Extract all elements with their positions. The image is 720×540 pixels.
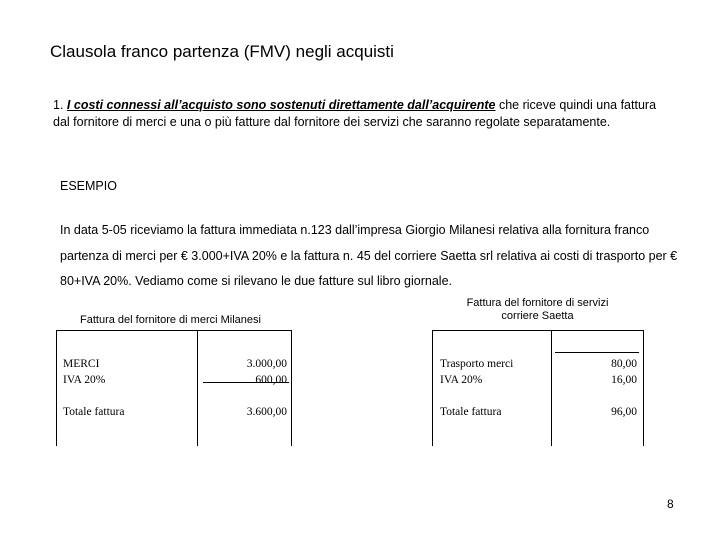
intro-rest: che riceve quindi una fattura dal fornitore di merci e una o più fatture dal fornitore dei servizi che saranno regolate separatamente. xyxy=(53,98,657,129)
goods-item-values xyxy=(207,356,287,388)
transport-total-value: 96,00 xyxy=(611,406,637,418)
transport-item-labels xyxy=(440,356,513,388)
transport-invoice-table xyxy=(432,330,644,446)
transport-item1-label: Trasporto merci xyxy=(440,358,514,370)
goods-invoice-caption: Fattura del fornitore di merci Milanesi xyxy=(80,314,261,326)
transport-caption-line1: Fattura del fornitore di servizi xyxy=(466,297,609,309)
goods-sum-line xyxy=(203,382,289,383)
intro-lead: I costi connessi all’acquisto sono sostenuti direttamente dall’acquirente xyxy=(66,98,496,112)
goods-item1-label: MERCI xyxy=(63,358,100,370)
transport-sum-line xyxy=(555,352,639,353)
transport-item-values xyxy=(561,356,637,388)
goods-item2-label: IVA 20% xyxy=(63,374,106,386)
table-top-line xyxy=(57,330,291,331)
transport-total-label: Totale fattura xyxy=(440,406,502,418)
intro-number: 1. xyxy=(53,98,64,112)
goods-item1-value: 3.000,00 xyxy=(246,358,287,370)
goods-item2-value: 600,00 xyxy=(255,374,287,386)
goods-item-labels xyxy=(63,356,105,388)
transport-caption-line2: corriere Saetta xyxy=(501,310,574,322)
goods-total-value: 3.600,00 xyxy=(246,406,287,418)
column-divider xyxy=(551,330,552,446)
goods-invoice-table xyxy=(56,330,292,446)
example-text: In data 5-05 riceviamo la fattura immediata n.123 dall’impresa Giorgio Milanesi relativa alla fornitura franco partenza di merci per € 3.000+IVA 20% e la fattura n. 45 del corriere Saetta srl relativa ai costi di trasporto per € 80+IVA 20%. Vediamo come si rilevano le due fatture sul libro giornale. xyxy=(60,223,678,288)
column-divider xyxy=(197,330,198,446)
table-top-line xyxy=(433,330,643,331)
transport-item2-value: 16,00 xyxy=(611,374,637,386)
transport-item2-label: IVA 20% xyxy=(440,374,483,386)
intro-paragraph xyxy=(53,97,673,131)
transport-item1-value: 80,00 xyxy=(611,358,637,370)
example-heading: ESEMPIO xyxy=(60,179,117,193)
page-title: Clausola franco partenza (FMV) negli acquisti xyxy=(50,42,394,61)
transport-invoice-caption xyxy=(440,297,635,323)
page-number: 8 xyxy=(667,497,674,511)
goods-total-label: Totale fattura xyxy=(63,406,125,418)
